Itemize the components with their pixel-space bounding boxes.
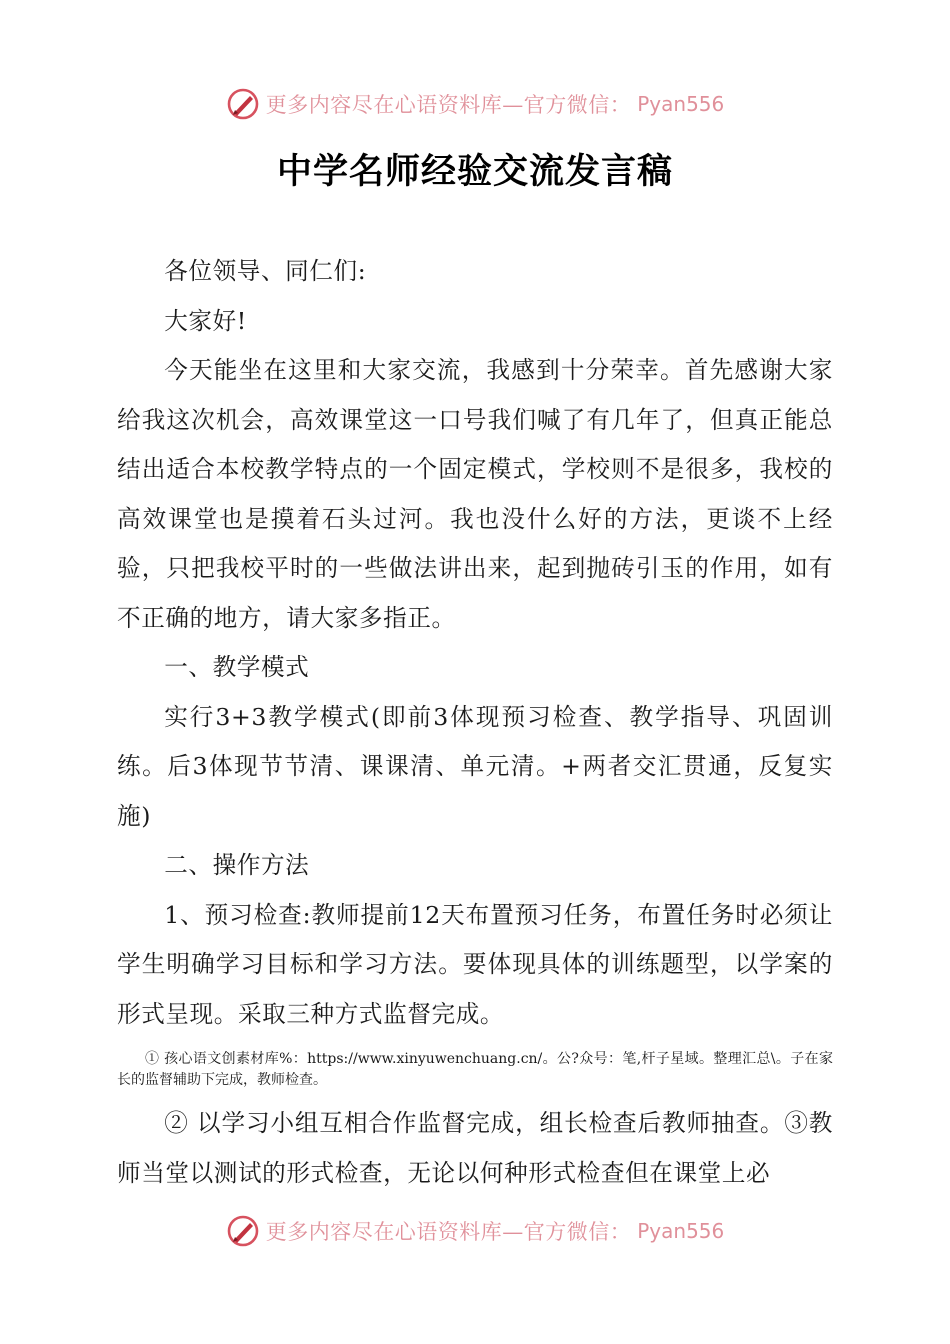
teaching-mode-paragraph: 实行3+3教学模式(即前3体现预习检查、教学指导、巩固训练。后3体现节节清、课课清、单元清。+两者交汇贯通，反复实施) <box>117 702 833 830</box>
preview-check-paragraph: 1、预习检查:教师提前12天布置预习任务，布置任务时必须让学生明确学习目标和学习方法。要体现具体的训练题型，以学案的形式呈现。采取三种方式监督完成。 <box>117 900 833 1028</box>
header-banner-text: 更多内容尽在心语资料库—官方微信： <box>265 93 632 117</box>
footer-banner <box>0 1211 950 1251</box>
footer-banner-text: 更多内容尽在心语资料库—官方微信： <box>265 1220 632 1244</box>
header-wechat-id: Pyan556 <box>637 92 725 116</box>
section-heading-method: 二、操作方法 <box>164 851 310 879</box>
salutation: 各位领导、同仁们: <box>164 257 367 285</box>
document-title: 中学名师经验交流发言稿 <box>276 151 673 192</box>
header-banner <box>0 84 950 124</box>
document-body <box>117 247 833 1198</box>
continuation-paragraph: ② 以学习小组互相合作监督完成，组长检查后教师抽查。③教师当堂以测试的形式检查，无论以何种形式检查但在课堂上必 <box>117 1109 833 1187</box>
greeting: 大家好! <box>164 306 247 335</box>
footnote: ① 孩心语文创素材库%：https://www.xinyuwenchuang.cn/。公?众号：笔,杆子星域。整理汇总\。子在家长的监督辅助下完成，教师检查。 <box>117 1051 833 1088</box>
pen-circle-logo-icon <box>226 1214 260 1248</box>
intro-paragraph: 今天能坐在这里和大家交流，我感到十分荣幸。首先感谢大家给我这次机会，高效课堂这一口号我们喊了有几年了，但真正能总结出适合本校教学特点的一个固定模式，学校则不是很多，我校的高效课堂也是摸着石头过河。我也没什么好的方法，更谈不上经验，只把我校平时的一些做法讲出来，起到抛砖引玉的作用，如有不正确的地方，请大家多指正。 <box>117 356 833 632</box>
pen-circle-logo-icon <box>226 87 260 121</box>
section-heading-teaching-mode: 一、教学模式 <box>164 653 310 681</box>
footer-wechat-id: Pyan556 <box>637 1219 725 1243</box>
